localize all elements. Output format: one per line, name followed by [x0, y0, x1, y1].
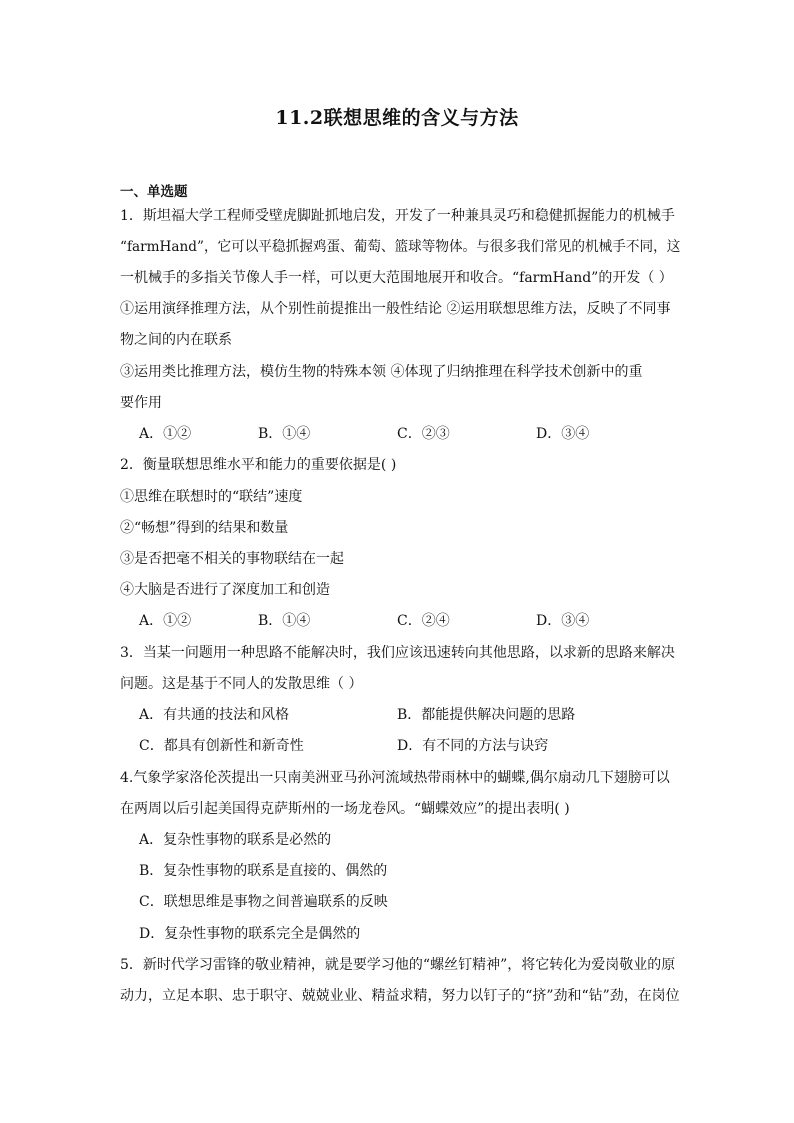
question-1-statement: 物之间的内在联系: [120, 332, 232, 348]
question-2-option-d[interactable]: D．③④: [536, 613, 590, 629]
question-4-option-d[interactable]: D．复杂性事物的联系完全是偶然的: [139, 926, 361, 942]
question-3-option-d[interactable]: D．有不同的方法与诀窍: [397, 738, 549, 754]
question-3-option-b[interactable]: B．都能提供解决问题的思路: [397, 707, 576, 723]
question-1-option-c[interactable]: C．②③: [397, 426, 450, 442]
question-1-option-a[interactable]: A．①②: [139, 426, 192, 442]
question-1-line: 一机械手的多指关节像人手一样，可以更大范围地展开和收合。“farmHand”的开发（ ）: [120, 270, 673, 286]
question-2-statement: ②“畅想”得到的结果和数量: [120, 520, 289, 536]
question-1-line: “farmHand”，它可以平稳抓握鸡蛋、葡萄、篮球等物体。与很多我们常见的机械手不同，这: [120, 239, 681, 255]
question-4-option-b[interactable]: B．复杂性事物的联系是直接的、偶然的: [139, 863, 388, 879]
page-title: 11.2联想思维的含义与方法: [275, 107, 519, 129]
question-3-line: 3．当某一问题用一种思路不能解决时，我们应该迅速转向其他思路，以求新的思路来解决: [120, 645, 675, 661]
question-3-option-c[interactable]: C．都具有创新性和新奇性: [139, 738, 304, 754]
question-1-statement: ①运用演绎推理方法，从个别性前提推出一般性结论 ②运用联想思维方法，反映了不同事: [120, 301, 671, 317]
question-1-option-d[interactable]: D．③④: [536, 426, 590, 442]
question-1-option-b[interactable]: B．①④: [258, 426, 311, 442]
question-1-line: 1．斯坦福大学工程师受壁虎脚趾抓地启发，开发了一种兼具灵巧和稳健抓握能力的机械手: [120, 208, 675, 224]
question-2-statement: ③是否把毫不相关的事物联结在一起: [120, 551, 344, 567]
question-4-line: 4.气象学家洛伦茨提出一只南美洲亚马孙河流域热带雨林中的蝴蝶,偶尔扇动几下翅膀可以: [120, 770, 670, 786]
section-heading: 一、单选题: [120, 184, 188, 200]
question-1-statement: ③运用类比推理方法，模仿生物的特殊本领 ④体现了归纳推理在科学技术创新中的重: [120, 364, 643, 380]
question-1-statement: 要作用: [120, 395, 162, 411]
question-4-option-a[interactable]: A．复杂性事物的联系是必然的: [139, 832, 332, 848]
question-2-option-a[interactable]: A．①②: [139, 613, 192, 629]
question-2-option-c[interactable]: C．②④: [397, 613, 450, 629]
question-2-statement: ④大脑是否进行了深度加工和创造: [120, 582, 330, 598]
question-2-stem: 2．衡量联想思维水平和能力的重要依据是( ): [120, 457, 397, 473]
question-5-line: 动力，立足本职、忠于职守、兢兢业业、精益求精，努力以钉子的“挤”劲和“钻”劲，在岗位: [120, 988, 680, 1004]
question-3-option-a[interactable]: A．有共通的技法和风格: [139, 707, 290, 723]
question-4-option-c[interactable]: C．联想思维是事物之间普遍联系的反映: [139, 894, 388, 910]
question-2-statement: ①思维在联想时的“联结”速度: [120, 489, 303, 505]
question-2-option-b[interactable]: B．①④: [258, 613, 311, 629]
question-5-line: 5．新时代学习雷锋的敬业精神，就是要学习他的“螺丝钉精神”，将它转化为爱岗敬业的原: [120, 957, 676, 973]
question-4-line: 在两周以后引起美国得克萨斯州的一场龙卷风。“蝴蝶效应”的提出表明( ): [120, 801, 570, 817]
question-3-line: 问题。这是基于不同人的发散思维（ ）: [120, 676, 363, 692]
